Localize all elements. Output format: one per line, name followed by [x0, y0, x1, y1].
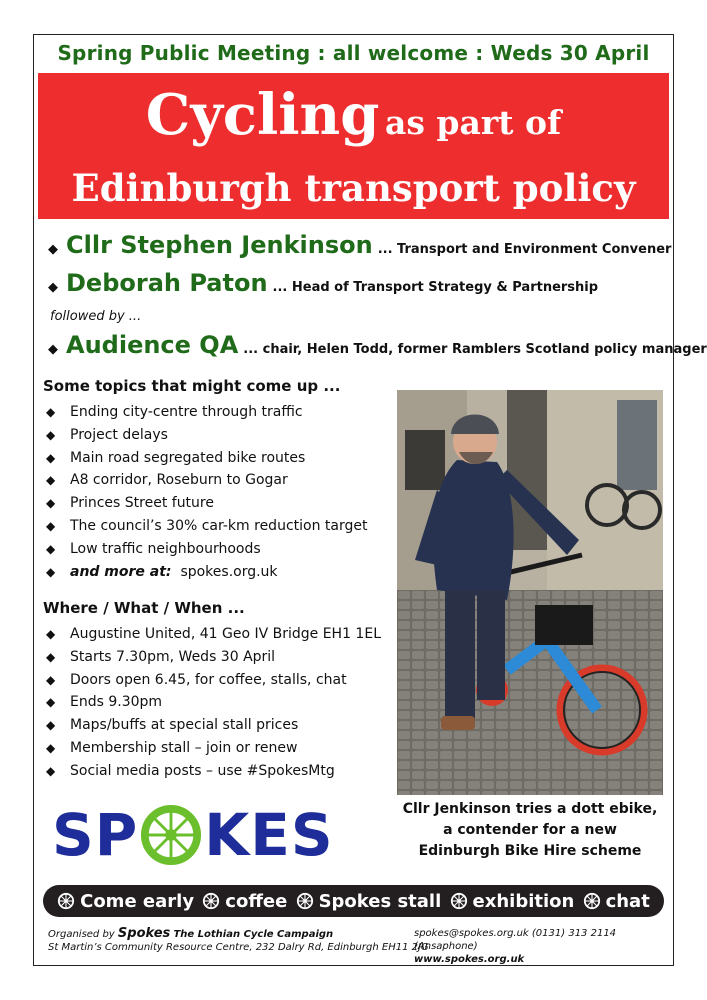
footer-contact — [414, 927, 673, 966]
list-item: ◆ Low traffic neighbourhoods — [46, 538, 367, 561]
org-name: Spokes — [117, 926, 171, 941]
cyclist-photo — [397, 390, 663, 795]
bar-item: coffee — [202, 891, 287, 912]
organised-by-label: Organised by — [48, 929, 115, 940]
diamond-bullet-icon: ◆ — [46, 763, 56, 778]
org-tagline: The Lothian Cycle Campaign — [173, 929, 334, 940]
spokes-logo — [52, 799, 334, 871]
bike-wheel-icon — [140, 804, 202, 866]
topics-heading: Some topics that might come up ... — [43, 377, 341, 395]
website-link[interactable]: www.spokes.org.uk — [414, 954, 525, 965]
list-item: ◆ Social media posts – use #SpokesMtg — [46, 760, 381, 783]
list-item: ◆ Princes Street future — [46, 492, 367, 515]
audience-role: ... chair, Helen Todd, former Ramblers Scotland policy manager — [243, 342, 707, 357]
list-item: ◆ Starts 7.30pm, Weds 30 April — [46, 646, 381, 669]
diamond-bullet-icon: ◆ — [46, 695, 56, 710]
diamond-bullet-icon: ◆ — [48, 280, 58, 295]
wheel-icon — [583, 892, 601, 910]
list-item: ◆ Membership stall – join or renew — [46, 737, 381, 760]
wheel-icon — [57, 892, 75, 910]
diamond-bullet-icon: ◆ — [46, 740, 56, 755]
diamond-bullet-icon: ◆ — [46, 518, 56, 533]
list-item: ◆ The council’s 30% car-km reduction target — [46, 515, 367, 538]
diamond-bullet-icon: ◆ — [48, 342, 58, 357]
bar-item: chat — [583, 891, 650, 912]
bar-item: exhibition — [450, 891, 575, 912]
logo-text-right: KES — [204, 801, 334, 869]
title-line-1 — [38, 83, 669, 161]
more-label: and more at: — [70, 563, 172, 580]
speaker-role: ... Transport and Environment Convener — [377, 242, 672, 257]
list-item: ◆ A8 corridor, Roseburn to Gogar — [46, 469, 367, 492]
list-item: ◆ Doors open 6.45, for coffee, stalls, chat — [46, 669, 381, 692]
audience-item — [48, 331, 707, 369]
list-item: ◆ Ending city-centre through traffic — [46, 401, 367, 424]
diamond-bullet-icon: ◆ — [46, 450, 56, 465]
speaker-item — [48, 231, 672, 269]
speaker-item — [48, 269, 668, 307]
diamond-bullet-icon: ◆ — [46, 405, 56, 419]
diamond-bullet-icon: ◆ — [46, 496, 56, 511]
speaker-name: Cllr Stephen Jenkinson — [66, 231, 373, 259]
wheel-icon — [296, 892, 314, 910]
diamond-bullet-icon: ◆ — [46, 541, 56, 556]
wheel-icon — [202, 892, 220, 910]
photo-illustration — [397, 390, 663, 795]
poster-frame — [33, 34, 707, 966]
audience-name: Audience QA — [66, 331, 239, 359]
followed-by-text: followed by ... — [50, 309, 142, 324]
diamond-bullet-icon: ◆ — [46, 564, 56, 579]
photo-caption: Cllr Jenkinson tries a dott ebike, a contender for a new Edinburgh Bike Hire scheme — [402, 801, 658, 859]
contact-email-phone[interactable]: spokes@spokes.org.uk (0131) 313 2114 (Ansaphone) — [414, 928, 617, 952]
title-banner — [38, 73, 669, 219]
title-mid: as part of — [384, 103, 562, 142]
details-heading: Where / What / When ... — [43, 599, 245, 617]
logo-text-left: SP — [52, 801, 139, 869]
diamond-bullet-icon: ◆ — [46, 473, 56, 488]
list-item: ◆ Augustine United, 41 Geo IV Bridge EH1 1EL — [46, 623, 381, 646]
title-line-2: Edinburgh transport policy — [71, 166, 636, 210]
meeting-strapline: Spring Public Meeting : all welcome : Weds 30 April — [57, 41, 650, 65]
list-item: ◆ Ends 9.30pm — [46, 691, 381, 714]
diamond-bullet-icon: ◆ — [46, 672, 56, 687]
diamond-bullet-icon: ◆ — [48, 242, 58, 257]
speaker-name: Deborah Paton — [66, 269, 268, 297]
footer-organiser — [48, 927, 429, 954]
wheel-icon — [450, 892, 468, 910]
bar-item: Come early — [57, 891, 194, 912]
diamond-bullet-icon: ◆ — [46, 427, 56, 442]
diamond-bullet-icon: ◆ — [46, 718, 56, 733]
diamond-bullet-icon: ◆ — [46, 627, 56, 641]
more-link[interactable]: spokes.org.uk — [180, 563, 278, 580]
speaker-role: ... Head of Transport Strategy & Partnership — [272, 280, 599, 295]
list-item — [46, 561, 367, 584]
list-item: ◆ Main road segregated bike routes — [46, 447, 367, 470]
diamond-bullet-icon: ◆ — [46, 649, 56, 664]
speakers-list — [48, 231, 707, 369]
details-list — [46, 623, 381, 783]
activities-bar — [43, 885, 664, 917]
bar-item: Spokes stall — [296, 891, 442, 912]
org-address: St Martin’s Community Resource Centre, 232 Dalry Rd, Edinburgh EH11 2JG — [48, 942, 429, 953]
title-big: Cycling — [145, 82, 380, 148]
topics-list — [46, 401, 367, 583]
list-item: ◆ Maps/buffs at special stall prices — [46, 714, 381, 737]
list-item: ◆ Project delays — [46, 424, 367, 447]
